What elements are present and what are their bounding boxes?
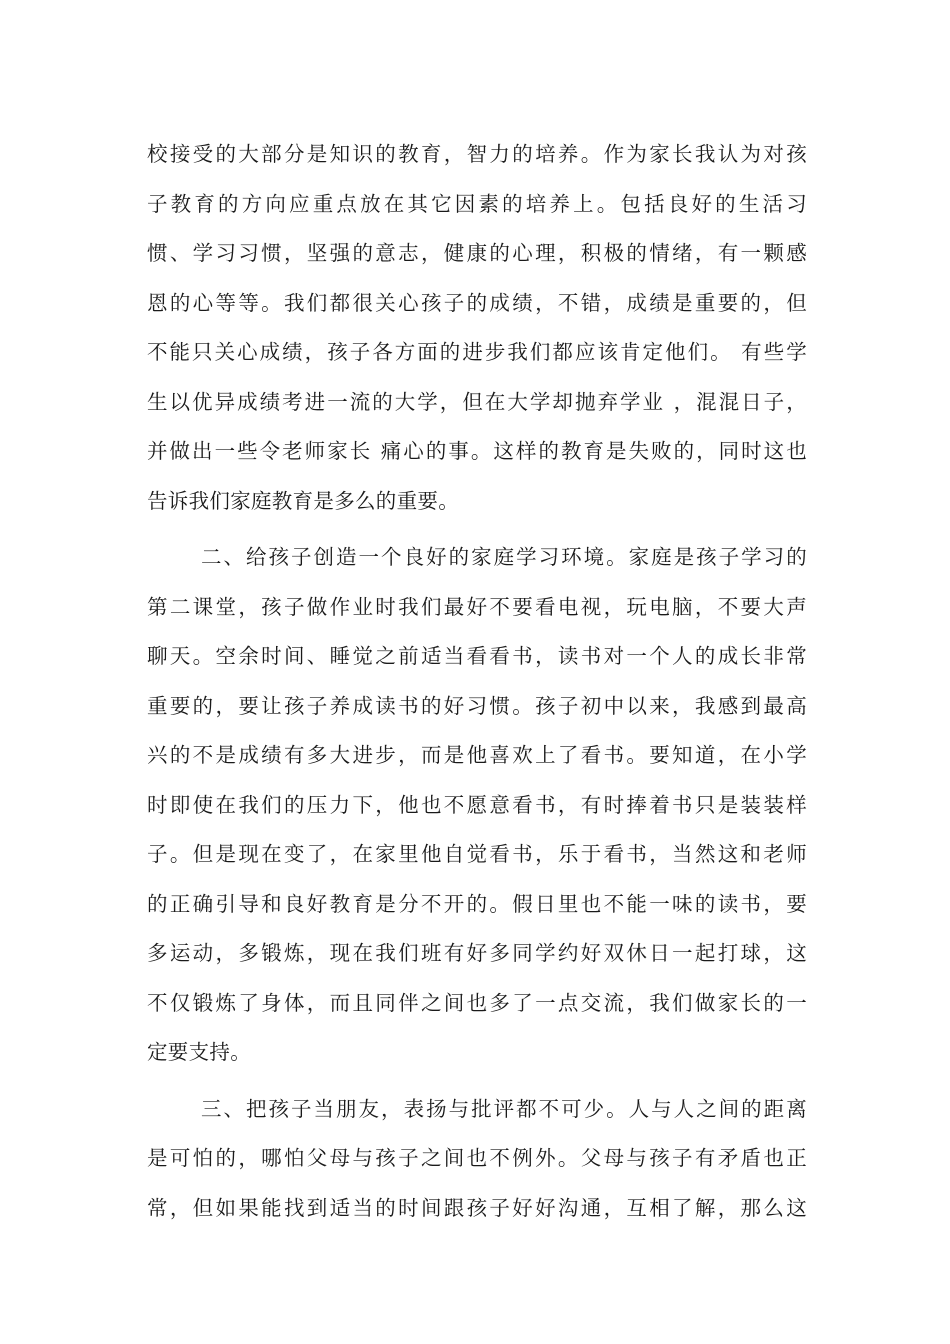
text-line: 兴的不是成绩有多大进步，而是他喜欢上了看书。要知道，在小学 [147, 743, 807, 767]
text-line: 多运动，多锻炼，现在我们班有好多同学约好双休日一起打球，这 [147, 941, 807, 965]
text-line: 重要的，要让孩子养成读书的好习惯。孩子初中以来，我感到最高 [147, 693, 807, 718]
text-line: 定要支持。 [147, 1040, 251, 1064]
text-line: 并做出一些令老师家长 痛心的事。这样的教育是失败的，同时这也 [147, 439, 807, 463]
text-line: 告诉我们家庭教育是多么的重要。 [147, 488, 459, 513]
text-line: 第二课堂，孩子做作业时我们最好不要看电视，玩电脑，不要大声 [147, 594, 807, 619]
text-line: 子教育的方向应重点放在其它因素的培养上。包括良好的生活习 [147, 191, 807, 216]
text-line: 聊天。空余时间、睡觉之前适当看看书，读书对一个人的成长非常 [147, 644, 807, 668]
text-line: 子。但是现在变了，在家里他自觉看书，乐于看书，当然这和老师 [147, 842, 807, 866]
text-line: 校接受的大部分是知识的教育，智力的培养。作为家长我认为对孩 [147, 142, 807, 166]
paragraph [147, 130, 807, 526]
text-line: 的正确引导和良好教育是分不开的。假日里也不能一味的读书，要 [147, 891, 807, 916]
paragraph [147, 533, 807, 1078]
paragraph [147, 1085, 807, 1234]
paragraph-gap [147, 526, 807, 533]
text-line: 二、给孩子创造一个良好的家庭学习环境。家庭是孩子学习的 [201, 545, 807, 569]
text-line: 常，但如果能找到适当的时间跟孩子好好沟通，互相了解，那么这 [147, 1195, 807, 1220]
text-line: 惯、学习习惯，坚强的意志，健康的心理，积极的情绪，有一颗感 [147, 241, 807, 265]
text-line: 时即使在我们的压力下，他也不愿意看书，有时捧着书只是装装样 [147, 792, 807, 817]
paragraph-gap [147, 1078, 807, 1085]
text-line: 是可怕的，哪怕父母与孩子之间也不例外。父母与孩子有矛盾也正 [147, 1146, 807, 1170]
text-line: 恩的心等等。我们都很关心孩子的成绩，不错，成绩是重要的，但 [147, 290, 807, 315]
document-body [147, 130, 807, 1233]
text-line: 三、把孩子当朋友，表扬与批评都不可少。人与人之间的距离 [201, 1096, 807, 1121]
text-line: 不仅锻炼了身体，而且同伴之间也多了一点交流，我们做家长的一 [147, 990, 807, 1015]
text-line: 不能只关心成绩，孩子各方面的进步我们都应该肯定他们。 有些学 [147, 340, 807, 364]
text-line: 生以优异成绩考进一流的大学，但在大学却抛弃学业 ，混混日子， [147, 389, 807, 414]
